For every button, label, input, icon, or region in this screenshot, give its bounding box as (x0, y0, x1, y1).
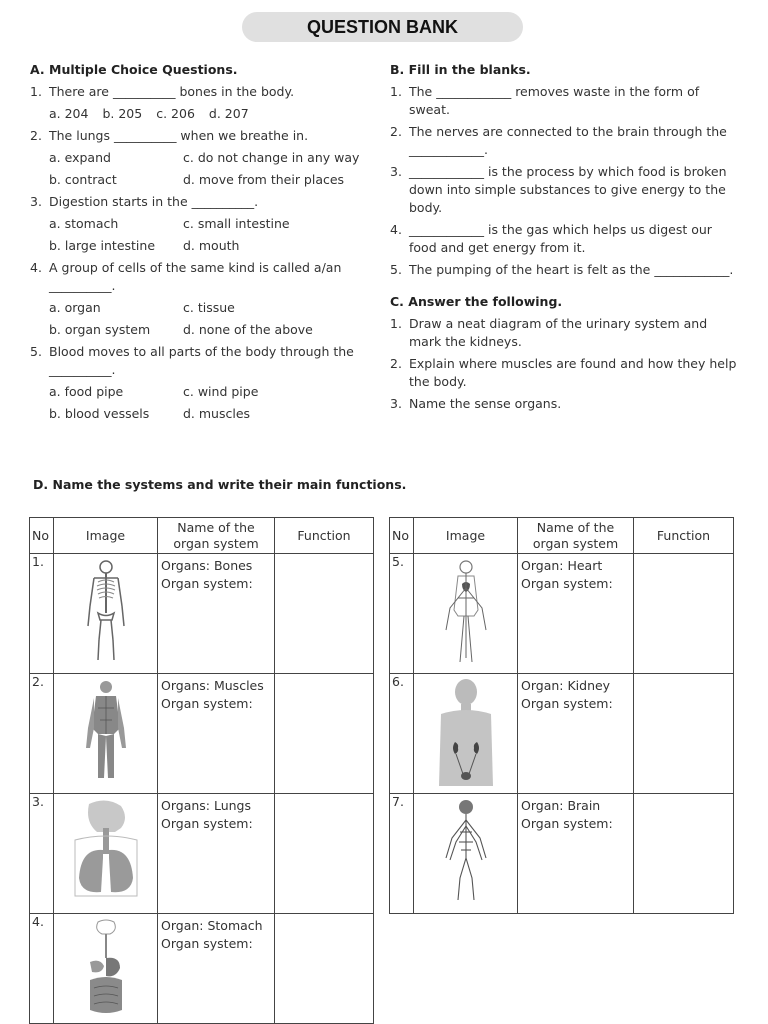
question: 2. The lungs __________ when we breathe in. (30, 128, 309, 143)
options (49, 105, 370, 123)
organ-name-cell (518, 674, 634, 794)
function-cell[interactable] (634, 554, 734, 674)
organ-system-label: Organ system: (521, 576, 613, 591)
options (49, 215, 370, 255)
option: b. organ system (49, 322, 151, 337)
table-row (30, 674, 374, 794)
organ-name-cell (518, 554, 634, 674)
options (49, 299, 370, 339)
row-number: 1. (30, 554, 54, 674)
option: a. organ (49, 300, 101, 315)
question: 4. A group of cells of the same kind is called a/an __________. (30, 260, 342, 293)
table-row (390, 794, 734, 914)
organ-system-label: Organ system: (161, 576, 253, 591)
question: 5. Blood moves to all parts of the body through the __________. (30, 344, 354, 377)
function-cell[interactable] (275, 794, 374, 914)
section-d-heading: D. Name the systems and write their main functions. (33, 477, 407, 492)
organ-name-cell (518, 794, 634, 914)
option: b. large intestine (49, 238, 156, 253)
organ-label: Organs: Lungs (161, 798, 252, 813)
organ-label: Organ: Stomach (161, 918, 263, 933)
col-header-image: Image (414, 518, 518, 554)
row-number: 4. (30, 914, 54, 1024)
function-cell[interactable] (634, 674, 734, 794)
option: b. blood vessels (49, 406, 150, 421)
row-number: 6. (390, 674, 414, 794)
function-cell[interactable] (275, 914, 374, 1024)
muscle-figure (54, 674, 158, 794)
section-a-heading: A. Multiple Choice Questions. (30, 62, 238, 77)
col-header-function: Function (634, 518, 734, 554)
option: a. stomach (49, 216, 119, 231)
row-number: 5. (390, 554, 414, 674)
option: c. 206 (156, 106, 195, 121)
section-a (30, 61, 370, 427)
option: d. move from their places (183, 172, 345, 187)
organ-system-table-left (29, 517, 374, 1024)
option: d. mouth (183, 238, 240, 253)
organ-name-cell (158, 914, 275, 1024)
table-row (30, 554, 374, 674)
row-number: 3. (30, 794, 54, 914)
col-header-name: Name of the organ system (158, 518, 275, 554)
col-header-no: No (390, 518, 414, 554)
fill-blank-item: 1. The ____________ removes waste in the form of sweat. (390, 84, 700, 117)
page-title: QUESTION BANK (242, 12, 523, 42)
organ-name-cell (158, 794, 275, 914)
question: 1. There are __________ bones in the body. (30, 84, 295, 99)
section-b-c (390, 61, 740, 417)
organ-system-label: Organ system: (521, 696, 613, 711)
function-cell[interactable] (275, 554, 374, 674)
organ-label: Organ: Brain (521, 798, 601, 813)
nervous-figure (414, 794, 518, 914)
col-header-no: No (30, 518, 54, 554)
function-cell[interactable] (634, 794, 734, 914)
table-row (390, 554, 734, 674)
circulatory-figure (414, 554, 518, 674)
table-row (30, 914, 374, 1024)
organ-name-cell (158, 554, 275, 674)
organ-system-table-right (389, 517, 734, 914)
fill-blank-item: 2. The nerves are connected to the brain through the ____________. (390, 124, 727, 157)
fill-blank-item: 4. ____________ is the gas which helps us digest our food and get energy from it. (390, 222, 712, 255)
option: b. 205 (102, 106, 143, 121)
option: d. muscles (183, 406, 251, 421)
question: 3. Digestion starts in the __________. (30, 194, 259, 209)
lungs-figure (54, 794, 158, 914)
function-cell[interactable] (275, 674, 374, 794)
section-c-heading: C. Answer the following. (390, 294, 563, 309)
options (49, 383, 370, 423)
option: b. contract (49, 172, 117, 187)
section-b-heading: B. Fill in the blanks. (390, 62, 531, 77)
option: d. none of the above (183, 322, 313, 337)
row-number: 7. (390, 794, 414, 914)
answer-item: 3. Name the sense organs. (390, 396, 562, 411)
organ-label: Organs: Muscles (161, 678, 264, 693)
option: a. 204 (49, 106, 89, 121)
col-header-image: Image (54, 518, 158, 554)
option: a. food pipe (49, 384, 124, 399)
organ-system-label: Organ system: (161, 936, 253, 951)
col-header-function: Function (275, 518, 374, 554)
option: c. do not change in any way (183, 150, 360, 165)
table-row (390, 674, 734, 794)
col-header-name: Name of the organ system (518, 518, 634, 554)
option: a. expand (49, 150, 111, 165)
organ-system-label: Organ system: (521, 816, 613, 831)
organ-system-label: Organ system: (161, 696, 253, 711)
organ-label: Organ: Kidney (521, 678, 611, 693)
row-number: 2. (30, 674, 54, 794)
organ-label: Organ: Heart (521, 558, 603, 573)
options (49, 149, 370, 189)
table-row (30, 794, 374, 914)
organ-system-label: Organ system: (161, 816, 253, 831)
skeleton-figure (54, 554, 158, 674)
kidney-figure (414, 674, 518, 794)
answer-item: 2. Explain where muscles are found and how they help the body. (390, 356, 737, 389)
fill-blank-item: 3. ____________ is the process by which food is broken down into simple substances to give energy to the body. (390, 164, 727, 215)
fill-blank-item: 5. The pumping of the heart is felt as the ____________. (390, 262, 734, 277)
answer-item: 1. Draw a neat diagram of the urinary system and mark the kidneys. (390, 316, 708, 349)
option: c. wind pipe (183, 384, 259, 399)
option: d. 207 (208, 106, 249, 121)
option: c. small intestine (183, 216, 290, 231)
organ-label: Organs: Bones (161, 558, 253, 573)
organ-name-cell (158, 674, 275, 794)
stomach-figure (54, 914, 158, 1024)
option: c. tissue (183, 300, 235, 315)
